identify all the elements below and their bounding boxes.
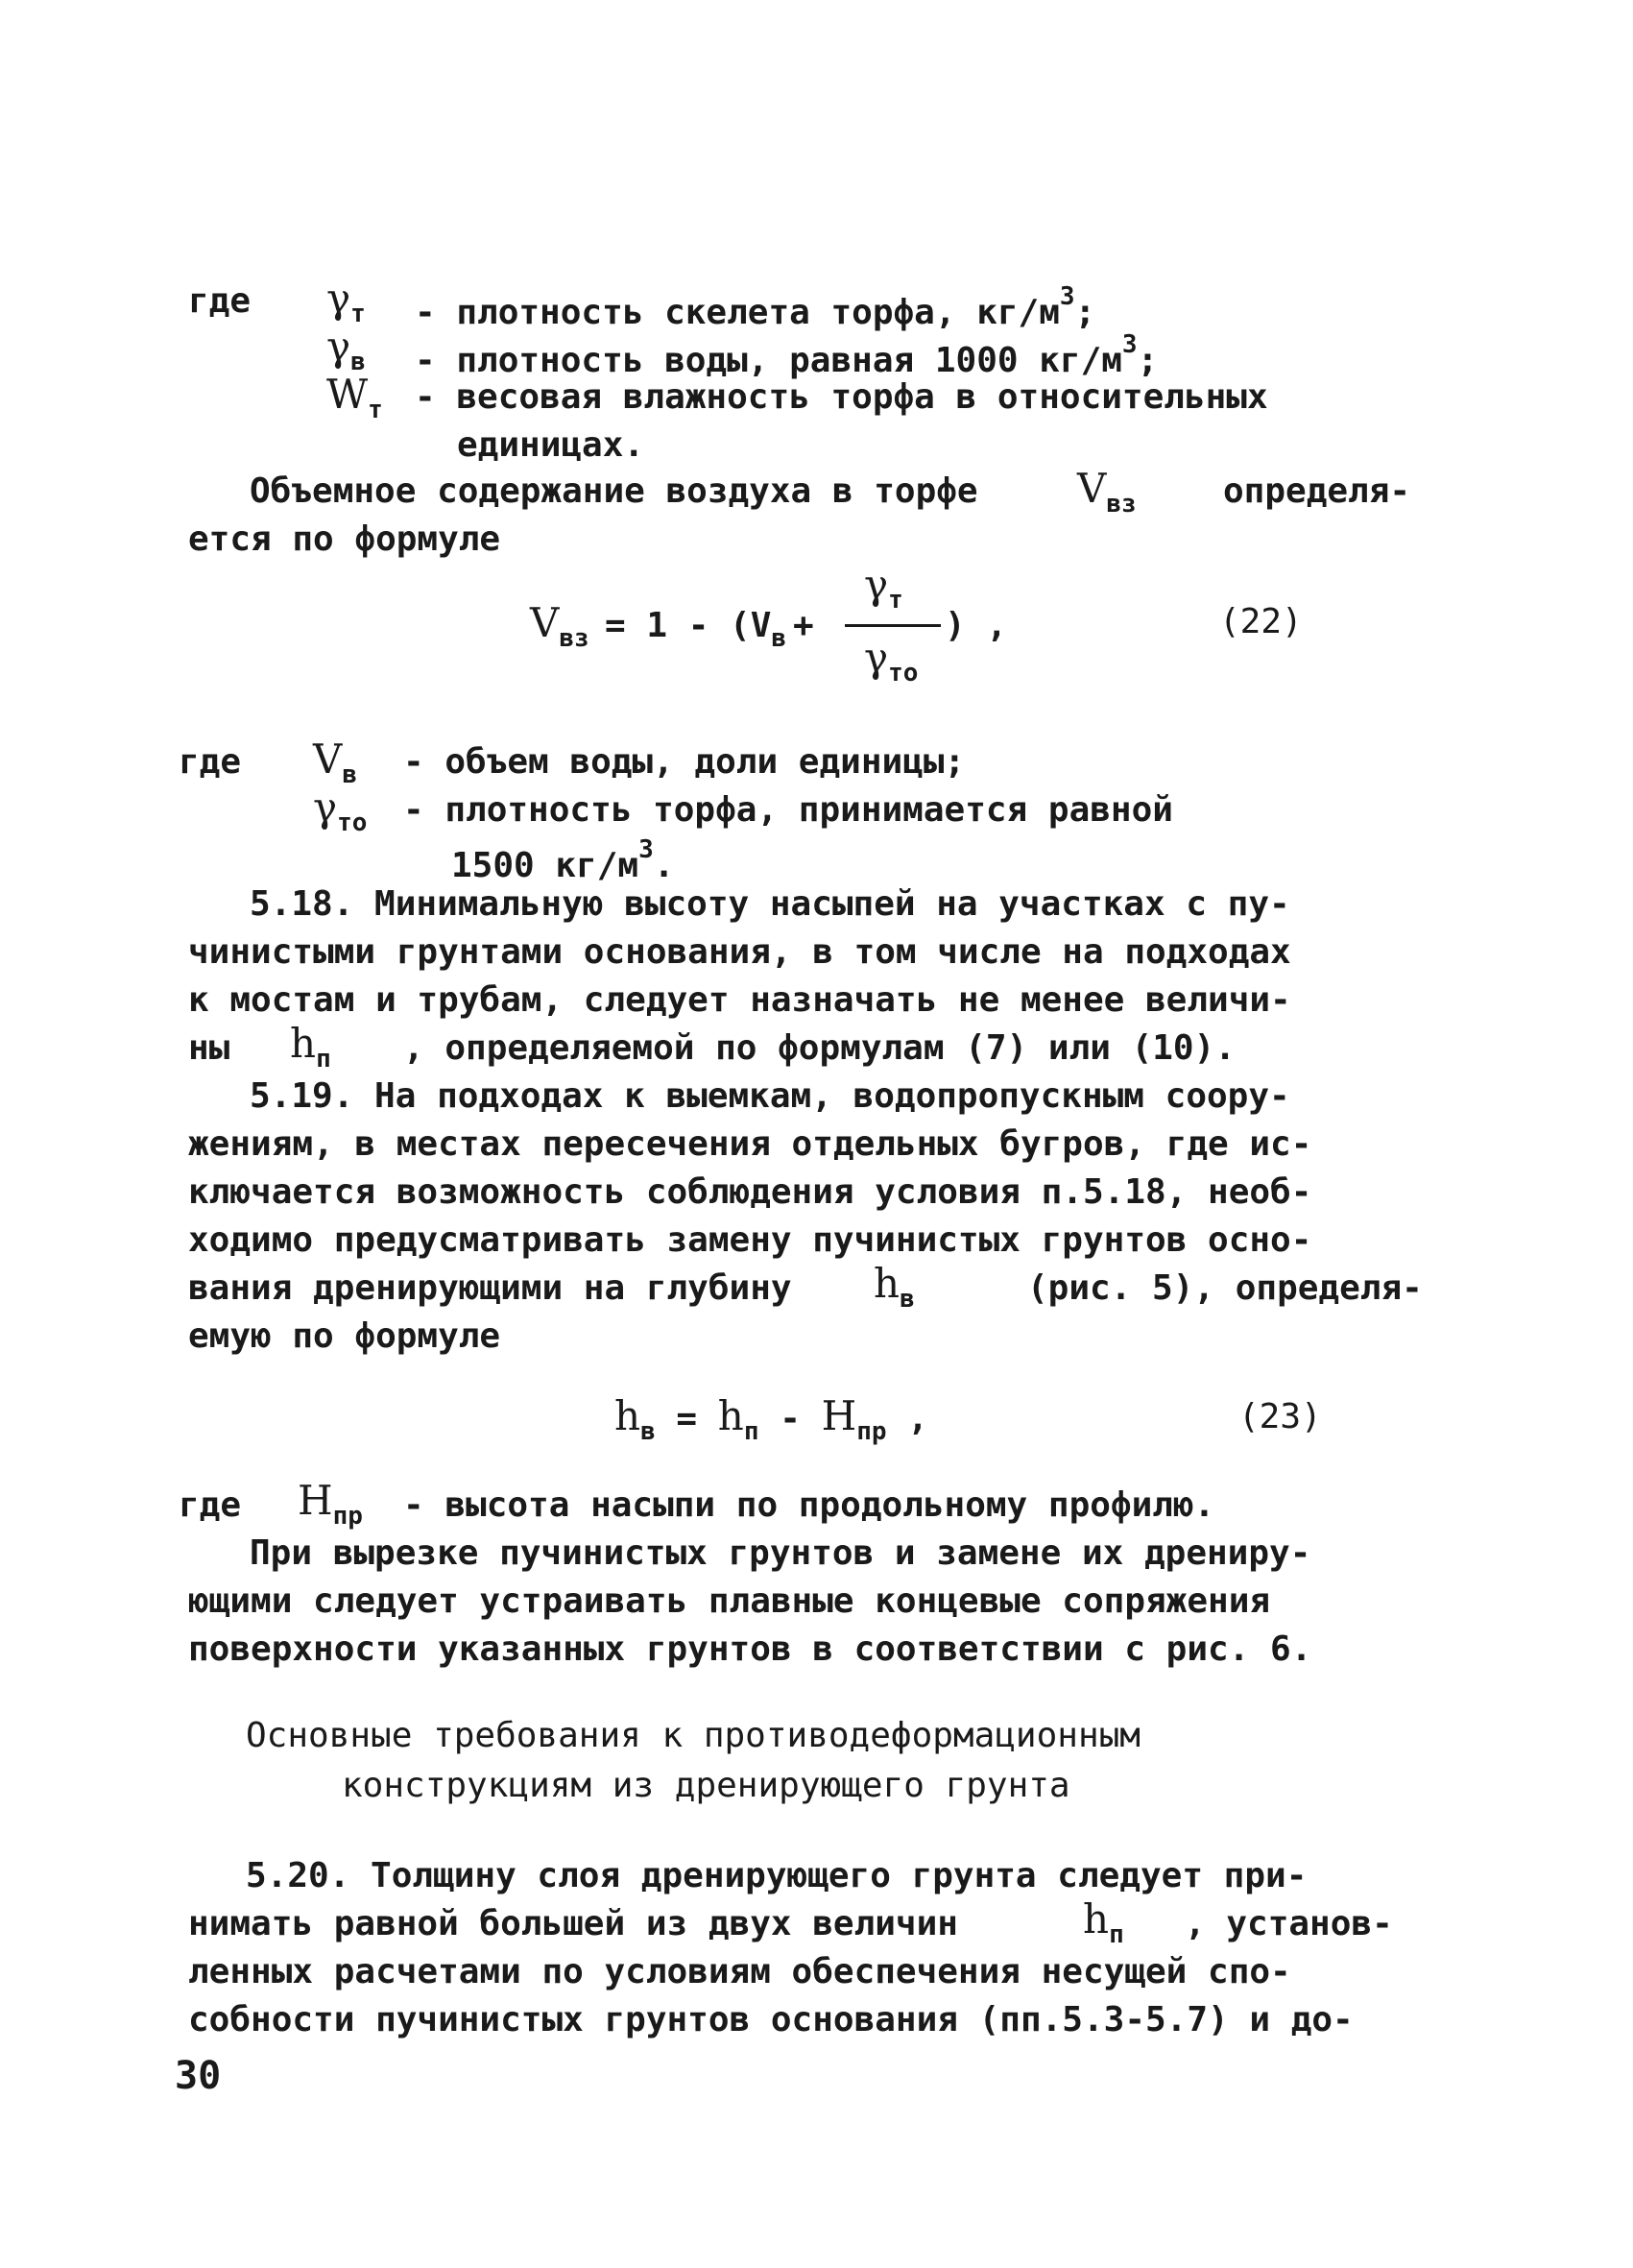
symbol-h-n: $h_п$ — [290, 1020, 331, 1074]
symbol-w-t: $W_т$ — [326, 371, 383, 424]
paragraph-line: нимать равной большей из двух величин — [188, 1904, 958, 1943]
paragraph-line: жениям, в местах пересечения отдельных бугров, где ис- — [188, 1124, 1312, 1164]
formula-23: $h_в = h_п - H_{пр}$ , — [614, 1392, 928, 1446]
symbol-gamma-t: $\gamma_т$ — [326, 275, 366, 328]
paragraph-line: 5.20. Толщину слоя дренирующего грунта следует при- — [246, 1856, 1308, 1895]
formula-22-mid: = $1 - (V_в$ — [605, 606, 787, 653]
where-label: где — [179, 742, 242, 782]
page-number: 30 — [175, 2054, 222, 2098]
paragraph-line: к мостам и трубам, следует назначать не менее величи- — [188, 980, 1291, 1020]
paragraph-line: 5.19. На подходах к выемкам, водопропускным соору- — [250, 1076, 1290, 1116]
symbol-h-n: $h_п$ — [1083, 1895, 1124, 1949]
paragraph-line: ключается возможность соблюдения условия п.5.18, необ- — [188, 1172, 1312, 1212]
definition-continuation: 1500 $кг/м^3$. — [451, 835, 675, 885]
paragraph-line: Объемное содержание воздуха в торфе — [250, 471, 978, 511]
definition-line: - плотность воды, равная 1000 $кг/м^3$; — [415, 330, 1159, 380]
equation-number-22: (22) — [1219, 602, 1303, 641]
paragraph-line: ющими следует устраивать плавные концевые сопряжения — [188, 1581, 1271, 1621]
symbol-gamma-to: $\gamma_{то}$ — [313, 784, 368, 837]
paragraph-line: емую по формуле — [188, 1316, 501, 1356]
symbol-v-v: $V_в$ — [313, 736, 357, 789]
paragraph-line: чинистыми грунтами основания, в том числе на подходах — [188, 932, 1291, 972]
section-heading-line: Основные требования к противодеформационным — [246, 1716, 1141, 1755]
symbol-h-pr: $H_{пр}$ — [298, 1477, 363, 1531]
paragraph-line: , установ- — [1185, 1904, 1393, 1943]
formula-22-denominator: $\gamma_{то}$ — [864, 634, 919, 688]
paragraph-line: , определяемой по формулам (7) или (10). — [403, 1028, 1236, 1068]
equation-number-23: (23) — [1238, 1397, 1322, 1436]
symbol-gamma-v: $\gamma_в$ — [326, 323, 366, 376]
formula-22-close: ) , — [945, 606, 1008, 645]
paragraph-line: поверхности указанных грунтов в соответствии с рис. 6. — [188, 1629, 1312, 1669]
definition-line: - объем воды, доли единицы; — [403, 742, 966, 782]
definition-continuation: единицах. — [457, 425, 645, 465]
paragraph-line: вания дренирующими на глубину — [188, 1268, 792, 1308]
section-heading-line: конструкциям из дренирующего грунта — [342, 1766, 1070, 1805]
formula-22-plus: + — [793, 606, 814, 645]
where-label: где — [188, 281, 252, 321]
symbol-v-vz: $V_{вз}$ — [1077, 465, 1137, 519]
paragraph-line: (рис. 5), определя- — [1027, 1268, 1423, 1308]
paragraph-line: собности пучинистых грунтов основания (пп.5.3-5.7) и до- — [188, 2000, 1354, 2039]
paragraph-line: ходимо предусматривать замену пучинистых грунтов осно- — [188, 1220, 1312, 1260]
paragraph-line: ленных расчетами по условиям обеспечения несущей спо- — [188, 1952, 1291, 1991]
definition-line: - плотность торфа, принимается равной — [403, 790, 1173, 830]
paragraph-line: ется по формуле — [188, 519, 501, 559]
definition-line: - весовая влажность торфа в относительных — [415, 377, 1268, 417]
paragraph-line: 5.18. Минимальную высоту насыпей на участках с пу- — [250, 884, 1290, 924]
paragraph-line: ны — [188, 1028, 230, 1068]
formula-22-lhs: $V_{вз}$ — [530, 599, 589, 653]
definition-line: - плотность скелета торфа, $кг/м^3$; — [415, 282, 1096, 332]
paragraph-line: При вырезке пучинистых грунтов и замене их дрениру- — [250, 1533, 1311, 1573]
where-label: где — [179, 1485, 242, 1525]
symbol-h-v: $h_в$ — [874, 1260, 915, 1314]
paragraph-line: определя- — [1223, 471, 1411, 511]
fraction-bar — [845, 624, 941, 627]
formula-22-numerator: $\gamma_т$ — [864, 561, 903, 615]
definition-line: - высота насыпи по продольному профилю. — [403, 1485, 1215, 1525]
